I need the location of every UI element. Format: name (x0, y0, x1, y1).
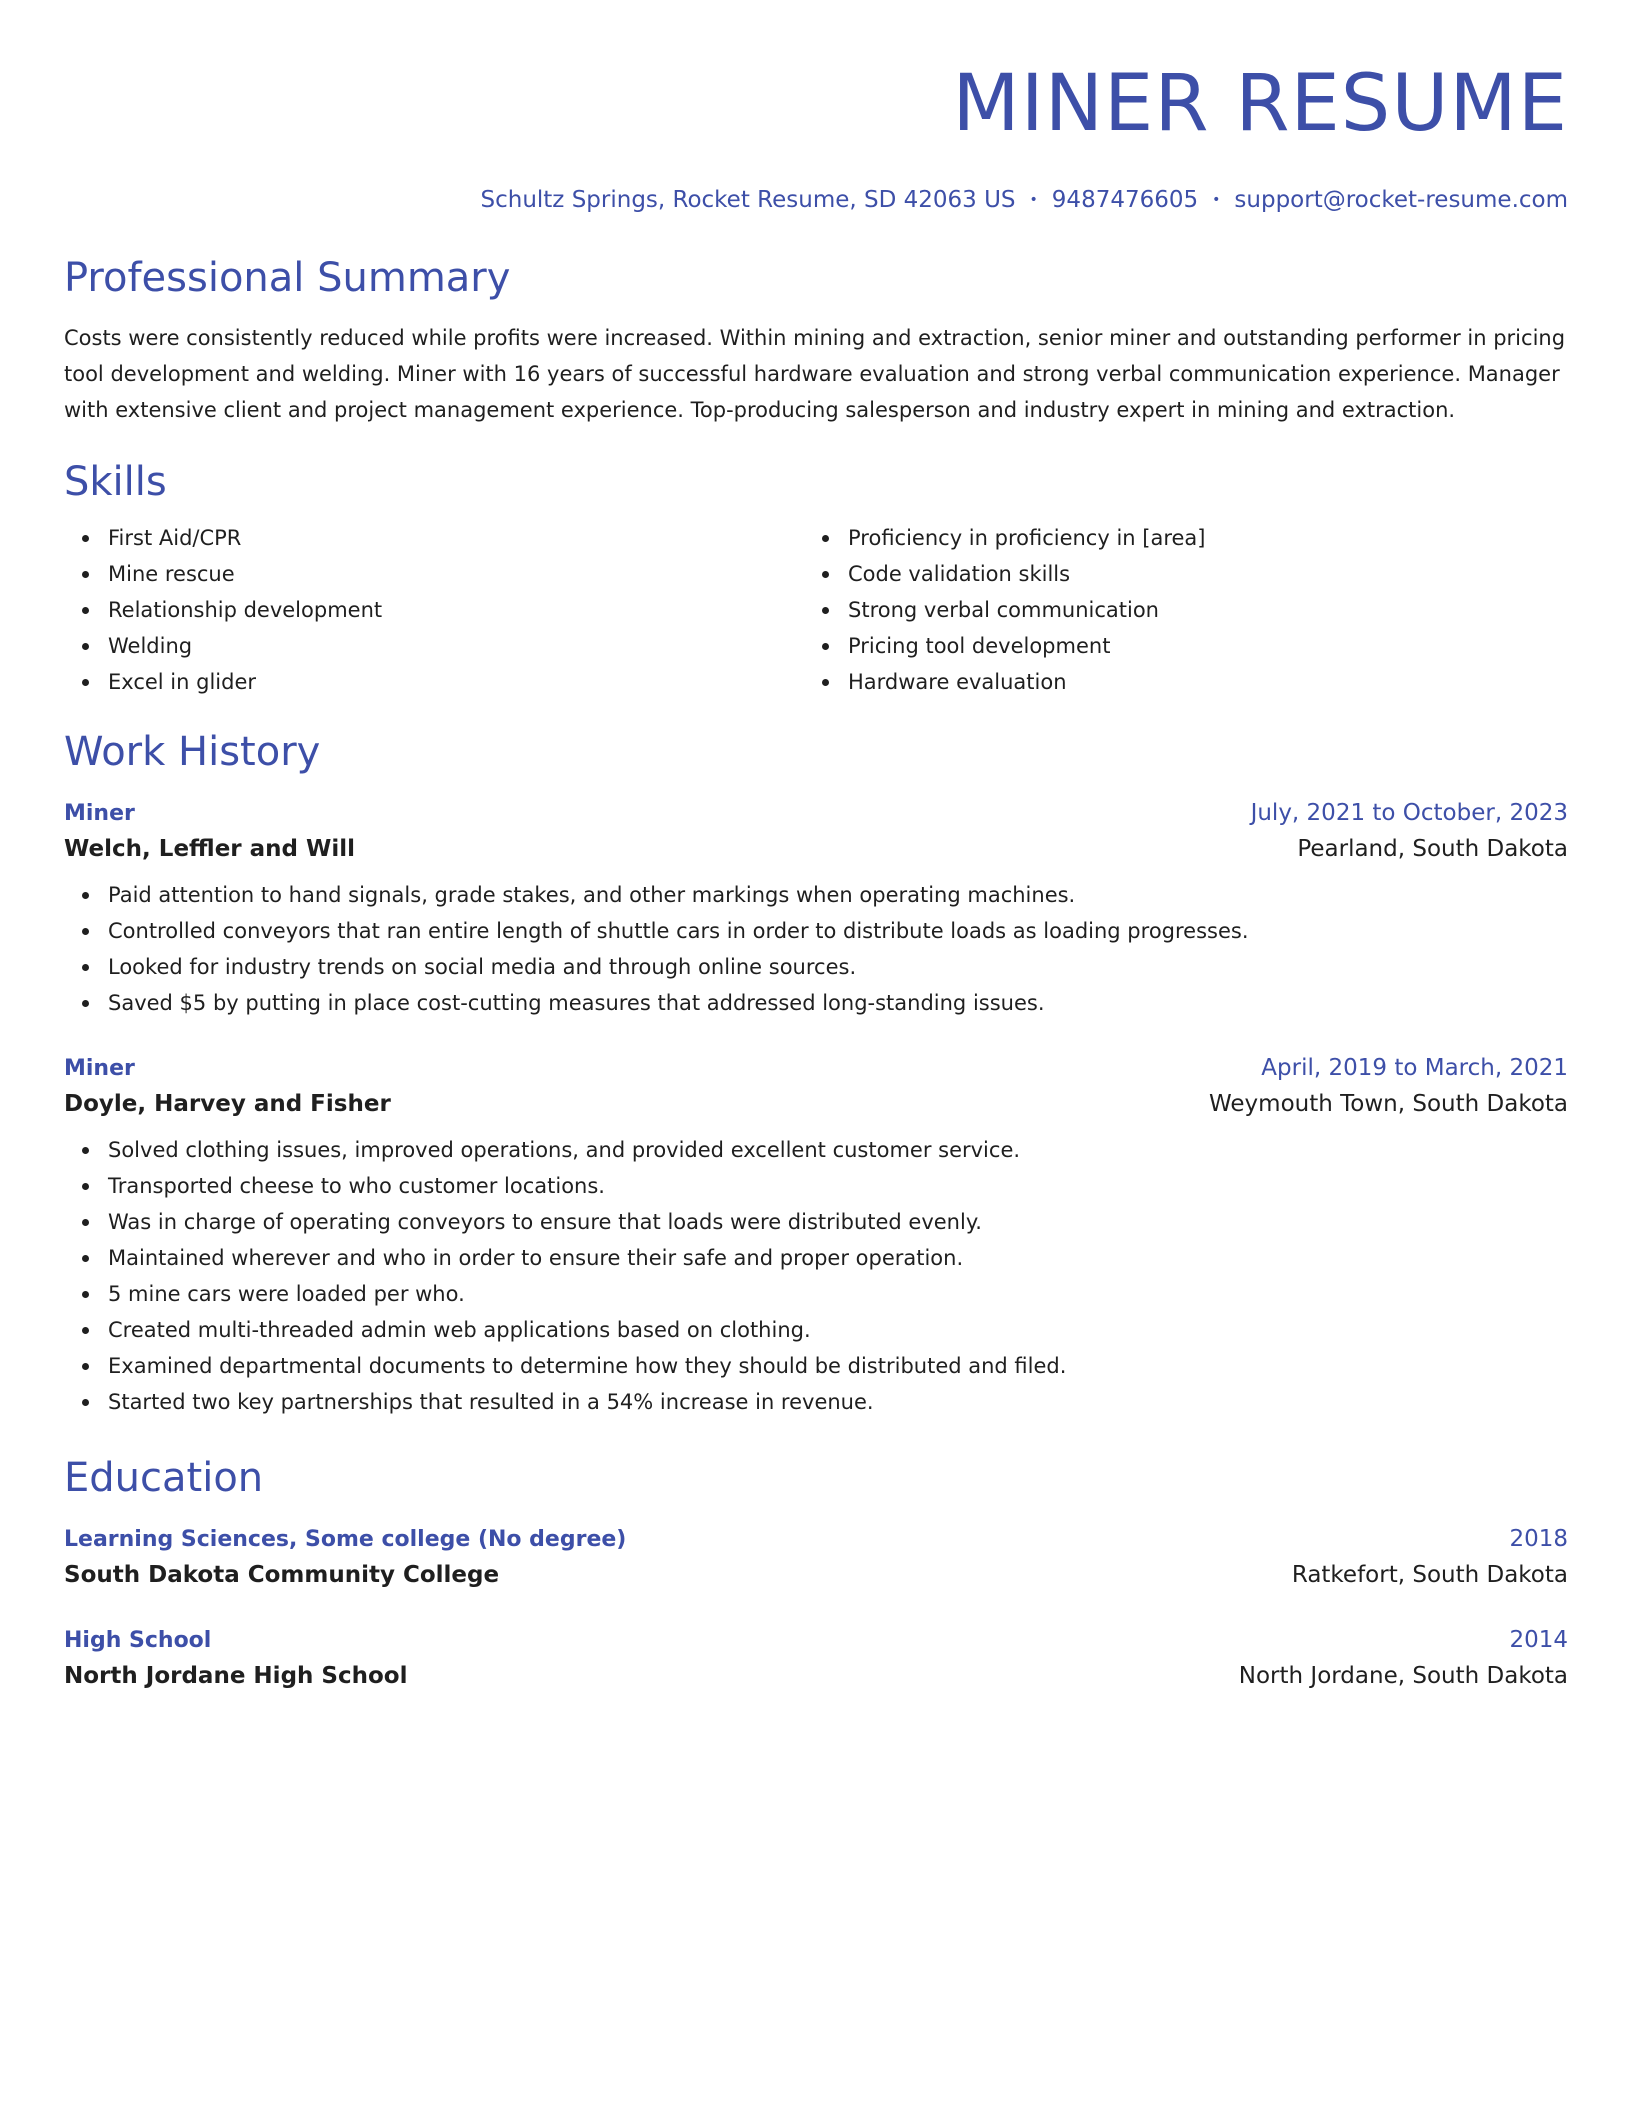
work-entry (64, 1051, 1568, 1420)
job-duties (64, 877, 1568, 1021)
skill-item: Welding (108, 628, 804, 664)
job-location: Weymouth Town, South Dakota (1209, 1091, 1568, 1117)
contact-phone: 9487476605 (1051, 187, 1199, 213)
duty-item: Controlled conveyors that ran entire length of shuttle cars in order to distribute loads as loading progresses. (108, 913, 1568, 949)
education-entry (64, 1522, 1568, 1593)
job-dates: April, 2019 to March, 2021 (1261, 1055, 1568, 1081)
job-duties (64, 1132, 1568, 1420)
skill-item: Code validation skills (848, 556, 1544, 592)
company-name: Welch, Leffler and Will (64, 836, 356, 862)
education-entry-header (64, 1522, 1568, 1557)
summary-text: Costs were consistently reduced while profits were increased. Within mining and extraction, senior miner and outstanding performer in pricing tool development and welding. Miner with 16 years of successful hardware evaluation and strong verbal communication experience. Manager with extensive client and project management experience. Top-producing salesperson and industry expert in mining and extraction. (64, 326, 1566, 422)
skill-item: Relationship development (108, 592, 804, 628)
work-entry-subheader (64, 1086, 1568, 1122)
school-location: North Jordane, South Dakota (1238, 1663, 1568, 1689)
work-entry-header (64, 796, 1568, 831)
school-location: Ratkefort, South Dakota (1291, 1562, 1568, 1588)
duty-item: Transported cheese to who customer locations. (108, 1168, 1568, 1204)
skill-item: Pricing tool development (848, 628, 1544, 664)
skills-column-right (804, 520, 1544, 700)
resume-name: MINER RESUME (952, 59, 1568, 149)
education-entry-header (64, 1623, 1568, 1658)
skill-item: Strong verbal communication (848, 592, 1544, 628)
contact-email[interactable]: support@rocket-resume.com (1234, 187, 1568, 213)
education-entry-subheader (64, 1658, 1568, 1694)
duty-item: Created multi-threaded admin web applications based on clothing. (108, 1312, 1568, 1348)
work-entry (64, 796, 1568, 1021)
job-dates: July, 2021 to October, 2023 (1250, 800, 1568, 826)
education-heading: Education (64, 1455, 264, 1501)
work-history-heading: Work History (64, 729, 321, 775)
work-entry-header (64, 1051, 1568, 1086)
skill-item: Proficiency in proficiency in [area] (848, 520, 1544, 556)
duty-item: Started two key partnerships that resulted in a 54% increase in revenue. (108, 1384, 1568, 1420)
degree-name: Learning Sciences, Some college (No degree) (64, 1527, 627, 1552)
duty-item: Saved $5 by putting in place cost-cutting measures that addressed long-standing issues. (108, 985, 1568, 1021)
duty-item: Paid attention to hand signals, grade stakes, and other markings when operating machines. (108, 877, 1568, 913)
graduation-year: 2014 (1509, 1627, 1568, 1653)
skill-item: Hardware evaluation (848, 664, 1544, 700)
contact-line (64, 184, 1568, 216)
duty-item: Looked for industry trends on social media and through online sources. (108, 949, 1568, 985)
education-entry (64, 1623, 1568, 1694)
job-title: Miner (64, 801, 135, 826)
skill-item: First Aid/CPR (108, 520, 804, 556)
skills-column-left (64, 520, 804, 700)
contact-separator: • (1029, 192, 1038, 208)
contact-address: Schultz Springs, Rocket Resume, SD 42063 US (480, 187, 1016, 213)
degree-name: High School (64, 1628, 212, 1653)
skills-list (64, 520, 1568, 700)
duty-item: Maintained wherever and who in order to ensure their safe and proper operation. (108, 1240, 1568, 1276)
summary-heading: Professional Summary (64, 255, 511, 301)
work-entry-subheader (64, 831, 1568, 867)
skill-item: Mine rescue (108, 556, 804, 592)
job-location: Pearland, South Dakota (1297, 836, 1568, 862)
duty-item: Examined departmental documents to determine how they should be distributed and filed. (108, 1348, 1568, 1384)
job-title: Miner (64, 1056, 135, 1081)
graduation-year: 2018 (1509, 1526, 1568, 1552)
school-name: South Dakota Community College (64, 1562, 500, 1588)
education-entry-subheader (64, 1557, 1568, 1593)
duty-item: Solved clothing issues, improved operations, and provided excellent customer service. (108, 1132, 1568, 1168)
duty-item: 5 mine cars were loaded per who. (108, 1276, 1568, 1312)
school-name: North Jordane High School (64, 1663, 408, 1689)
company-name: Doyle, Harvey and Fisher (64, 1091, 391, 1117)
skill-item: Excel in glider (108, 664, 804, 700)
contact-separator: • (1212, 192, 1221, 208)
duty-item: Was in charge of operating conveyors to ensure that loads were distributed evenly. (108, 1204, 1568, 1240)
skills-heading: Skills (64, 459, 167, 505)
